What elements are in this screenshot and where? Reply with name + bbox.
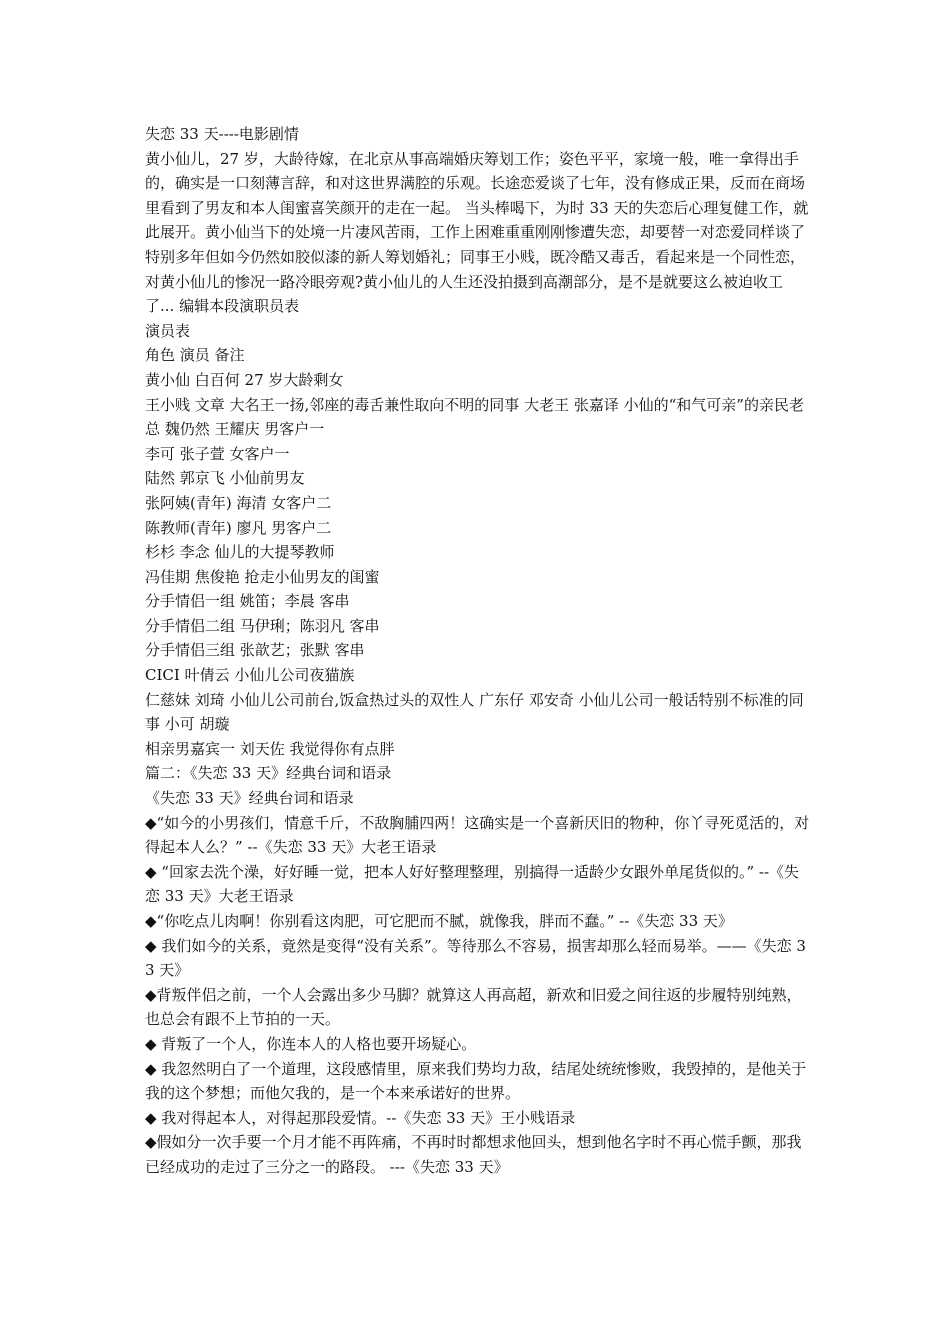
cast-line: 陆然 郭京飞 小仙前男友 bbox=[145, 469, 305, 488]
section-heading: 篇二：《失恋 33 天》经典台词和语录 bbox=[145, 764, 392, 783]
cast-line: 分手情侣三组 张歆艺；张默 客串 bbox=[145, 641, 365, 660]
quote-item: ◆ 我们如今的关系，竟然是变得“没有关系”。等待那么不容易，损害却那么轻而易举。——《失恋 33 天》 bbox=[145, 936, 806, 980]
cast-line: 李可 张子萱 女客户一 bbox=[145, 444, 290, 463]
section-subheading: 《失恋 33 天》经典台词和语录 bbox=[145, 789, 354, 808]
quote-item: ◆ 我忽然明白了一个道理，这段感情里，原来我们势均力敌，结尾处统统惨败，我毁掉的，是他关于我的这个梦想；而他欠我的，是一个本来承诺好的世界。 bbox=[145, 1059, 807, 1103]
cast-line: 杉杉 李念 仙儿的大提琴教师 bbox=[145, 543, 335, 562]
cast-line: 相亲男嘉宾一 刘天佐 我觉得你有点胖 bbox=[145, 739, 395, 758]
cast-line: 分手情侣二组 马伊琍；陈羽凡 客串 bbox=[145, 616, 380, 635]
cast-line: 仁慈妹 刘琦 小仙儿公司前台,饭盒热过头的双性人 广东仔 邓安奇 小仙儿公司一般话特别不标准的同事 小可 胡璇 bbox=[145, 690, 804, 734]
quote-item: ◆ 背叛了一个人，你连本人的人格也要开场疑心。 bbox=[145, 1034, 477, 1053]
cast-line: 分手情侣一组 姚笛；李晨 客串 bbox=[145, 592, 350, 611]
cast-line: CICI 叶倩云 小仙儿公司夜猫族 bbox=[145, 666, 355, 685]
cast-column-header: 角色 演员 备注 bbox=[145, 346, 245, 365]
doc-title: 失恋 33 天----电影剧情 bbox=[145, 125, 299, 143]
cast-line: 黄小仙 白百何 27 岁大龄剩女 bbox=[145, 370, 344, 389]
quote-item: ◆ “回家去洗个澡，好好睡一觉，把本人好好整理整理，别搞得一适龄少女跟外单尾货似的。” --《失恋 33 天》大老王语录 bbox=[145, 862, 800, 906]
cast-line: 王小贱 文章 大名王一扬,邻座的毒舌兼性取向不明的同事 大老王 张嘉译 小仙的“和气可亲”的亲民老总 魏仍然 王耀庆 男客户一 bbox=[145, 395, 804, 439]
quote-item: ◆“你吃点儿肉啊！你别看这肉肥，可它肥而不腻，就像我，胖而不蠢。” --《失恋 33 天》 bbox=[145, 912, 733, 930]
quote-item: ◆“如今的小男孩们，情意千斤，不敌胸脯四两！这确实是一个喜新厌旧的物种，你丫寻死觅活的，对得起本人么？” --《失恋 33 天》大老王语录 bbox=[145, 813, 810, 857]
cast-line: 张阿姨(青年) 海清 女客户二 bbox=[145, 493, 332, 512]
cast-line: 陈教师(青年) 廖凡 男客户二 bbox=[145, 518, 332, 537]
quote-item: ◆ 我对得起本人，对得起那段爱情。--《失恋 33 天》王小贱语录 bbox=[145, 1108, 576, 1127]
document-page bbox=[145, 122, 810, 1180]
cast-heading: 演员表 bbox=[145, 321, 191, 340]
cast-line: 冯佳期 焦俊艳 抢走小仙男友的闺蜜 bbox=[145, 567, 380, 586]
quote-item: ◆假如分一次手要一个月才能不再阵痛，不再时时都想求他回头，想到他名字时不再心慌手颤，那我已经成功的走过了三分之一的路段。 ---《失恋 33 天》 bbox=[145, 1133, 802, 1176]
plot-summary: 黄小仙儿，27 岁，大龄待嫁，在北京从事高端婚庆筹划工作；姿色平平，家境一般，唯一拿得出手的，确实是一口刻薄言辞，和对这世界满腔的乐观。长途恋爱谈了七年，没有修成正果，反而在商场里看到了男友和本人闺蜜喜笑颜开的走在一起。 当头棒喝下，为时 33 天的失恋后心理复健工作，就此展开。黄小仙当下的处境一片凄风苦雨，工作上困难重重刚刚惨遭失恋，却要替一对恋爱同样谈了特别多年但如今仍然如胶似漆的新人筹划婚礼；同事王小贱，既冷酷又毒舌，看起来是一个同性恋，对黄小仙儿的惨况一路冷眼旁观?黄小仙儿的人生还没拍摄到高潮部分，是不是就要这么被迫收工了... 编辑本段演职员表 bbox=[145, 149, 809, 316]
quote-item: ◆背叛伴侣之前，一个人会露出多少马脚？就算这人再高超，新欢和旧爱之间往返的步履特别纯熟，也总会有跟不上节拍的一天。 bbox=[145, 985, 802, 1029]
